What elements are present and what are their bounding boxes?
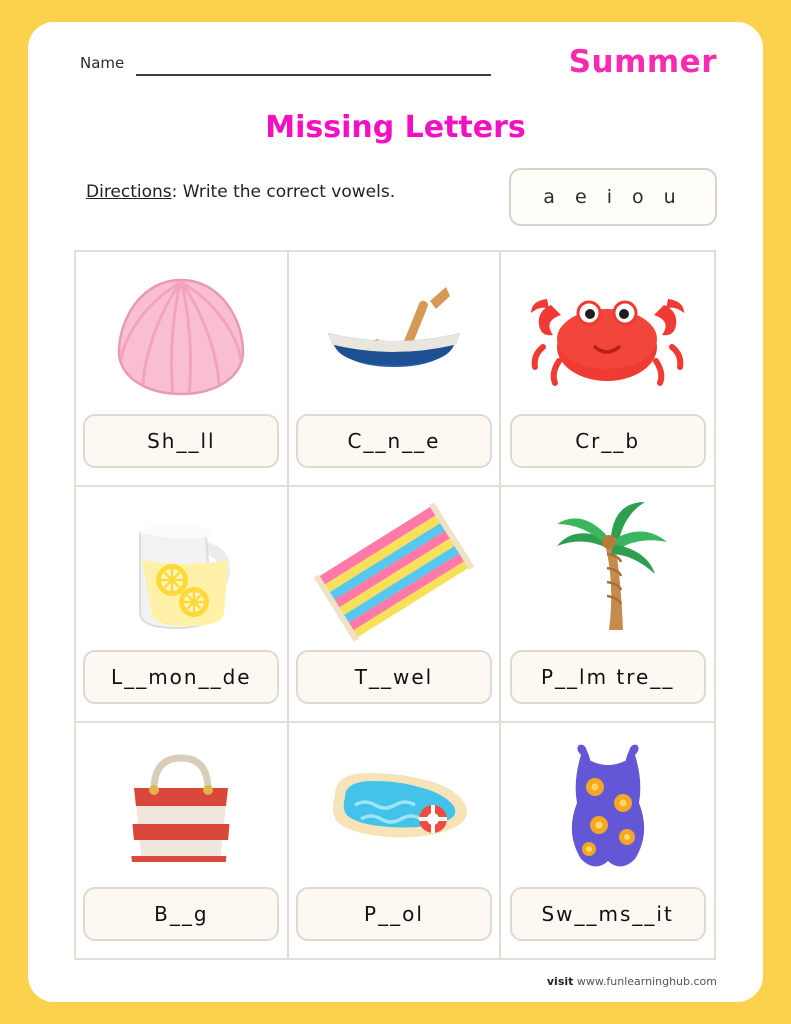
directions-text	[86, 182, 395, 202]
season-title: Summer	[568, 44, 717, 80]
palm-tree-icon	[501, 493, 714, 651]
swimming-pool-icon	[289, 729, 500, 887]
worksheet-header	[28, 22, 763, 100]
word-answer-box[interactable]: B__g	[83, 887, 279, 941]
name-input-line[interactable]	[136, 74, 491, 76]
grid-cell	[76, 723, 289, 958]
grid-cell	[501, 487, 714, 722]
word-answer-box[interactable]: L__mon__de	[83, 650, 279, 704]
grid-cell	[289, 252, 502, 487]
directions-body: : Write the correct vowels.	[171, 182, 396, 202]
grid-cell	[289, 723, 502, 958]
picture-word-grid	[74, 250, 716, 960]
worksheet-page	[28, 22, 763, 1002]
canoe-icon	[289, 258, 500, 416]
swimsuit-icon	[501, 729, 714, 887]
beach-bag-icon	[76, 729, 287, 887]
grid-cell	[76, 252, 289, 487]
seashell-icon	[76, 258, 287, 416]
grid-cell	[501, 252, 714, 487]
word-answer-box[interactable]: T__wel	[296, 650, 492, 704]
footer-visit-label: visit	[546, 975, 574, 988]
directions-prefix: Directions	[86, 182, 172, 202]
lemonade-pitcher-icon	[76, 493, 287, 651]
word-answer-box[interactable]: P__ol	[296, 887, 492, 941]
footer-credit	[547, 975, 717, 988]
word-answer-box[interactable]: Sh__ll	[83, 414, 279, 468]
grid-cell	[501, 723, 714, 958]
beach-towel-icon	[289, 493, 500, 651]
crab-icon	[501, 258, 714, 416]
word-answer-box[interactable]: Cr__b	[510, 414, 706, 468]
name-label: Name	[80, 54, 125, 72]
vowel-reference-box: a e i o u	[509, 168, 717, 226]
grid-cell	[76, 487, 289, 722]
word-answer-box[interactable]: Sw__ms__it	[510, 887, 706, 941]
footer-url[interactable]: www.funlearninghub.com	[576, 975, 717, 988]
word-answer-box[interactable]: C__n__e	[296, 414, 492, 468]
page-title: Missing Letters	[265, 110, 526, 145]
word-answer-box[interactable]: P__lm tre__	[510, 650, 706, 704]
grid-cell	[289, 487, 502, 722]
